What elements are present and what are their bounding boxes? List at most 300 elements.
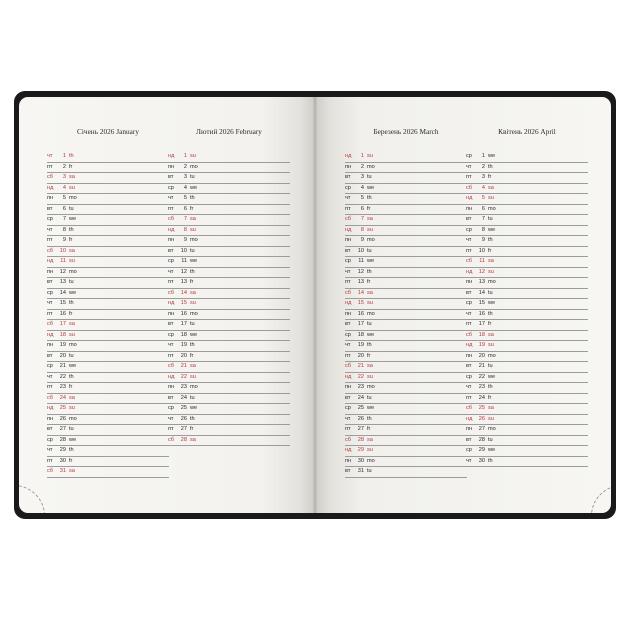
day-number: 4 xyxy=(360,184,364,191)
weekday-abbr-en: we xyxy=(488,153,496,159)
day-number: 21 xyxy=(59,363,66,369)
day-row xyxy=(345,205,467,216)
weekday-abbr-en: fr xyxy=(190,426,194,432)
day-row xyxy=(345,383,467,394)
day-number: 14 xyxy=(180,289,187,296)
day-row xyxy=(345,236,467,247)
day-row xyxy=(47,394,169,405)
day-number: 9 xyxy=(183,237,187,243)
weekday-abbr-en: fr xyxy=(367,279,371,285)
weekday-abbr-en: tu xyxy=(488,216,493,222)
weekday-abbr-ua: ср xyxy=(345,258,351,264)
weekday-abbr-ua: чт xyxy=(345,195,351,201)
weekday-abbr-ua: пн xyxy=(466,279,473,285)
weekday-abbr-en: th xyxy=(69,226,74,233)
day-number: 4 xyxy=(183,184,187,191)
weekday-abbr-en: mo xyxy=(190,237,198,243)
weekday-abbr-en: fr xyxy=(488,394,492,401)
weekday-abbr-en: su xyxy=(367,447,373,453)
day-number: 27 xyxy=(357,426,364,432)
day-row xyxy=(345,446,467,457)
day-number: 18 xyxy=(59,331,66,338)
weekday-abbr-ua: пн xyxy=(47,268,54,275)
day-row xyxy=(345,299,467,310)
day-row xyxy=(466,373,588,384)
month-title: Березень 2026 March xyxy=(373,127,439,136)
day-number: 5 xyxy=(481,195,485,201)
weekday-abbr-en: fr xyxy=(69,457,73,464)
weekday-abbr-ua: сб xyxy=(47,394,54,401)
day-number: 1 xyxy=(62,153,66,159)
day-number: 26 xyxy=(357,415,364,422)
day-number: 25 xyxy=(180,405,187,411)
weekday-abbr-en: th xyxy=(488,310,493,317)
weekday-abbr-en: fr xyxy=(190,279,194,285)
weekday-abbr-en: su xyxy=(190,300,196,306)
weekday-abbr-ua: нд xyxy=(168,300,175,306)
weekday-abbr-ua: вт xyxy=(466,289,472,296)
day-row xyxy=(168,331,290,342)
day-row xyxy=(47,236,169,247)
day-row xyxy=(345,415,467,426)
day-number: 13 xyxy=(180,279,187,285)
day-number: 6 xyxy=(360,205,364,212)
weekday-abbr-ua: ср xyxy=(47,436,53,443)
day-number: 25 xyxy=(357,405,364,411)
weekday-abbr-en: th xyxy=(367,342,372,348)
day-row xyxy=(168,341,290,352)
weekday-abbr-en: we xyxy=(69,289,77,296)
weekday-abbr-en: sa xyxy=(367,436,373,443)
weekday-abbr-ua: чт xyxy=(466,163,472,170)
weekday-abbr-ua: чт xyxy=(168,268,174,275)
weekday-abbr-ua: пт xyxy=(168,205,174,212)
weekday-abbr-ua: сб xyxy=(345,216,352,222)
weekday-abbr-en: su xyxy=(367,373,373,380)
day-number: 18 xyxy=(357,331,364,338)
day-row xyxy=(466,404,588,415)
day-number: 17 xyxy=(357,321,364,327)
weekday-abbr-ua: сб xyxy=(466,184,473,191)
day-number: 23 xyxy=(357,384,364,390)
day-row xyxy=(345,425,467,436)
weekday-abbr-ua: чт xyxy=(47,153,53,159)
day-row xyxy=(466,352,588,363)
weekday-abbr-en: mo xyxy=(488,352,496,359)
day-row xyxy=(466,415,588,426)
day-row xyxy=(168,278,290,289)
weekday-abbr-en: tu xyxy=(69,279,74,285)
weekday-abbr-ua: ср xyxy=(466,373,472,380)
day-row xyxy=(168,310,290,321)
day-row xyxy=(466,257,588,268)
day-number: 28 xyxy=(357,436,364,443)
weekday-abbr-en: th xyxy=(367,268,372,275)
weekday-abbr-ua: вт xyxy=(345,321,351,327)
day-row xyxy=(168,425,290,436)
day-row xyxy=(47,425,169,436)
day-number: 22 xyxy=(357,373,364,380)
day-number: 23 xyxy=(180,384,187,390)
weekday-abbr-ua: сб xyxy=(47,468,54,474)
day-number: 8 xyxy=(360,226,364,233)
day-number: 9 xyxy=(481,237,485,243)
weekday-abbr-ua: чт xyxy=(47,447,53,453)
day-number: 15 xyxy=(357,300,364,306)
weekday-abbr-en: fr xyxy=(190,352,194,359)
day-row xyxy=(345,310,467,321)
day-number: 17 xyxy=(180,321,187,327)
month-title: Квітень 2026 April xyxy=(498,127,556,136)
weekday-abbr-en: fr xyxy=(69,384,73,390)
weekday-abbr-en: tu xyxy=(367,468,372,474)
weekday-abbr-en: tu xyxy=(69,205,74,212)
weekday-abbr-en: su xyxy=(488,342,494,348)
weekday-abbr-ua: нд xyxy=(466,342,473,348)
weekday-abbr-ua: пт xyxy=(466,394,472,401)
weekday-abbr-ua: сб xyxy=(168,436,175,443)
day-row xyxy=(47,404,169,415)
weekday-abbr-ua: сб xyxy=(466,258,473,264)
day-number: 12 xyxy=(180,268,187,275)
day-row xyxy=(345,352,467,363)
day-number: 15 xyxy=(180,300,187,306)
weekday-abbr-ua: ср xyxy=(47,363,53,369)
weekday-abbr-en: we xyxy=(190,331,198,338)
weekday-abbr-en: sa xyxy=(488,258,494,264)
day-row xyxy=(345,163,467,174)
weekday-abbr-en: we xyxy=(367,405,375,411)
day-row xyxy=(466,194,588,205)
weekday-abbr-en: su xyxy=(488,195,494,201)
weekday-abbr-ua: пт xyxy=(466,174,472,180)
day-row xyxy=(466,215,588,226)
day-row xyxy=(168,236,290,247)
day-number: 7 xyxy=(360,216,364,222)
weekday-abbr-ua: нд xyxy=(466,268,473,275)
weekday-abbr-ua: пт xyxy=(168,426,174,432)
weekday-abbr-ua: пт xyxy=(168,279,174,285)
weekday-abbr-en: tu xyxy=(190,174,195,180)
weekday-abbr-ua: пн xyxy=(168,384,175,390)
day-row xyxy=(466,205,588,216)
weekday-abbr-en: mo xyxy=(488,426,496,432)
day-row xyxy=(47,289,169,300)
weekday-abbr-en: fr xyxy=(69,237,73,243)
day-number: 25 xyxy=(478,405,485,411)
weekday-abbr-en: th xyxy=(69,300,74,306)
weekday-abbr-ua: вт xyxy=(168,321,174,327)
weekday-abbr-en: mo xyxy=(69,415,77,422)
day-number: 27 xyxy=(478,426,485,432)
weekday-abbr-ua: ср xyxy=(47,289,53,296)
day-number: 1 xyxy=(360,153,364,159)
day-number: 18 xyxy=(478,331,485,338)
day-number: 11 xyxy=(358,258,364,264)
weekday-abbr-ua: пт xyxy=(47,310,53,317)
weekday-abbr-ua: пт xyxy=(466,321,472,327)
weekday-abbr-en: th xyxy=(367,415,372,422)
day-number: 2 xyxy=(360,163,364,170)
day-number: 11 xyxy=(60,258,66,264)
day-number: 9 xyxy=(62,237,66,243)
weekday-abbr-en: th xyxy=(488,384,493,390)
day-number: 8 xyxy=(62,226,66,233)
weekday-abbr-en: sa xyxy=(367,289,373,296)
weekday-abbr-ua: нд xyxy=(168,373,175,380)
weekday-abbr-en: mo xyxy=(367,310,375,317)
day-number: 14 xyxy=(357,289,364,296)
book-gutter xyxy=(313,97,317,513)
weekday-abbr-ua: вт xyxy=(345,468,351,474)
day-number: 10 xyxy=(180,247,187,254)
weekday-abbr-ua: пт xyxy=(47,384,53,390)
weekday-abbr-ua: нд xyxy=(345,447,352,453)
weekday-abbr-ua: сб xyxy=(168,363,175,369)
weekday-abbr-ua: ср xyxy=(466,300,472,306)
day-row xyxy=(345,320,467,331)
day-number: 16 xyxy=(478,310,485,317)
weekday-abbr-en: we xyxy=(69,436,77,443)
day-number: 10 xyxy=(478,247,485,254)
weekday-abbr-en: fr xyxy=(488,174,492,180)
weekday-abbr-en: su xyxy=(190,226,196,233)
day-number: 13 xyxy=(478,279,485,285)
weekday-abbr-ua: сб xyxy=(47,247,54,254)
day-number: 15 xyxy=(478,300,485,306)
day-number: 15 xyxy=(59,300,66,306)
weekday-abbr-en: we xyxy=(69,363,77,369)
weekday-abbr-en: sa xyxy=(488,331,494,338)
weekday-abbr-en: fr xyxy=(488,321,492,327)
day-row xyxy=(345,331,467,342)
day-row xyxy=(345,268,467,279)
weekday-abbr-en: su xyxy=(69,258,75,264)
weekday-abbr-ua: нд xyxy=(345,373,352,380)
weekday-abbr-ua: ср xyxy=(345,405,351,411)
day-row xyxy=(168,373,290,384)
weekday-abbr-ua: чт xyxy=(345,415,351,422)
weekday-abbr-en: we xyxy=(367,184,375,191)
day-row xyxy=(168,226,290,237)
day-row xyxy=(466,362,588,373)
day-row xyxy=(168,247,290,258)
day-number: 29 xyxy=(357,447,364,453)
weekday-abbr-ua: пт xyxy=(345,426,351,432)
weekday-abbr-en: tu xyxy=(488,363,493,369)
day-row xyxy=(47,299,169,310)
weekday-abbr-en: mo xyxy=(69,268,77,275)
day-number: 20 xyxy=(59,352,66,359)
day-number: 14 xyxy=(478,289,485,296)
weekday-abbr-en: sa xyxy=(190,289,196,296)
day-number: 22 xyxy=(59,373,66,380)
day-row xyxy=(168,415,290,426)
day-row xyxy=(47,436,169,447)
day-number: 23 xyxy=(478,384,485,390)
weekday-abbr-en: tu xyxy=(190,247,195,254)
weekday-abbr-en: th xyxy=(190,195,195,201)
day-number: 28 xyxy=(59,436,66,443)
weekday-abbr-en: fr xyxy=(488,247,492,254)
day-number: 22 xyxy=(478,373,485,380)
weekday-abbr-ua: вт xyxy=(47,352,53,359)
day-row xyxy=(345,289,467,300)
day-row xyxy=(345,404,467,415)
weekday-abbr-ua: пн xyxy=(345,457,352,464)
day-number: 21 xyxy=(180,363,187,369)
day-row xyxy=(345,373,467,384)
weekday-abbr-ua: чт xyxy=(47,226,53,233)
weekday-abbr-en: th xyxy=(69,373,74,380)
day-number: 24 xyxy=(180,394,187,401)
weekday-abbr-en: we xyxy=(488,447,496,453)
day-row xyxy=(47,173,169,184)
weekday-abbr-ua: ср xyxy=(47,216,53,222)
weekday-abbr-ua: чт xyxy=(466,310,472,317)
weekday-abbr-en: mo xyxy=(367,237,375,243)
weekday-abbr-ua: чт xyxy=(345,342,351,348)
day-row xyxy=(466,163,588,174)
weekday-abbr-en: mo xyxy=(367,457,375,464)
weekday-abbr-en: th xyxy=(488,163,493,170)
weekday-abbr-ua: чт xyxy=(168,195,174,201)
weekday-abbr-en: tu xyxy=(367,394,372,401)
weekday-abbr-en: fr xyxy=(190,205,194,212)
day-number: 3 xyxy=(360,174,364,180)
day-number: 6 xyxy=(481,205,485,212)
day-number: 19 xyxy=(478,342,485,348)
weekday-abbr-ua: чт xyxy=(168,415,174,422)
day-number: 29 xyxy=(59,447,66,453)
weekday-abbr-en: sa xyxy=(488,184,494,191)
day-number: 11 xyxy=(181,258,187,264)
month-title: Лютий 2026 February xyxy=(196,127,262,136)
weekday-abbr-en: tu xyxy=(488,289,493,296)
day-row xyxy=(466,299,588,310)
day-number: 5 xyxy=(62,195,66,201)
day-row xyxy=(168,257,290,268)
weekday-abbr-ua: сб xyxy=(345,289,352,296)
weekday-abbr-ua: ср xyxy=(466,153,472,159)
weekday-abbr-ua: вт xyxy=(345,394,351,401)
day-row xyxy=(168,163,290,174)
weekday-abbr-en: su xyxy=(69,331,75,338)
day-row xyxy=(168,404,290,415)
weekday-abbr-en: sa xyxy=(367,363,373,369)
weekday-abbr-en: su xyxy=(69,184,75,191)
weekday-abbr-en: fr xyxy=(367,352,371,359)
weekday-abbr-en: sa xyxy=(367,216,373,222)
day-row xyxy=(466,457,588,468)
day-row xyxy=(168,205,290,216)
day-row xyxy=(345,436,467,447)
weekday-abbr-ua: вт xyxy=(168,174,174,180)
day-row xyxy=(466,310,588,321)
weekday-abbr-ua: нд xyxy=(466,195,473,201)
day-number: 19 xyxy=(357,342,364,348)
weekday-abbr-ua: сб xyxy=(466,331,473,338)
day-number: 27 xyxy=(180,426,187,432)
day-row xyxy=(168,352,290,363)
day-row xyxy=(345,362,467,373)
weekday-abbr-en: th xyxy=(367,195,372,201)
weekday-abbr-ua: сб xyxy=(168,216,175,222)
day-number: 1 xyxy=(183,153,187,159)
day-row xyxy=(47,362,169,373)
weekday-abbr-ua: пт xyxy=(47,163,53,170)
day-row xyxy=(47,215,169,226)
day-row xyxy=(47,457,169,468)
weekday-abbr-ua: сб xyxy=(345,436,352,443)
weekday-abbr-ua: пт xyxy=(345,352,351,359)
day-number: 20 xyxy=(180,352,187,359)
day-row xyxy=(466,289,588,300)
day-row xyxy=(47,341,169,352)
day-row xyxy=(47,247,169,258)
weekday-abbr-en: th xyxy=(488,457,493,464)
day-number: 31 xyxy=(59,468,66,474)
day-row xyxy=(345,257,467,268)
weekday-abbr-ua: нд xyxy=(345,226,352,233)
weekday-abbr-en: sa xyxy=(69,394,75,401)
day-row xyxy=(466,383,588,394)
weekday-abbr-ua: вт xyxy=(47,426,53,432)
day-number: 30 xyxy=(59,457,66,464)
weekday-abbr-ua: пн xyxy=(47,195,54,201)
weekday-abbr-ua: ср xyxy=(168,258,174,264)
weekday-abbr-en: th xyxy=(69,153,74,159)
day-number: 13 xyxy=(357,279,364,285)
day-row xyxy=(47,163,169,174)
weekday-abbr-en: th xyxy=(190,342,195,348)
weekday-abbr-ua: чт xyxy=(47,373,53,380)
day-row xyxy=(47,184,169,195)
weekday-abbr-ua: чт xyxy=(47,300,53,306)
weekday-abbr-ua: чт xyxy=(168,342,174,348)
day-number: 26 xyxy=(180,415,187,422)
weekday-abbr-en: sa xyxy=(190,216,196,222)
day-number: 3 xyxy=(183,174,187,180)
weekday-abbr-ua: пт xyxy=(345,205,351,212)
weekday-abbr-en: th xyxy=(190,415,195,422)
day-number: 12 xyxy=(59,268,66,275)
weekday-abbr-en: mo xyxy=(190,310,198,317)
day-number: 18 xyxy=(180,331,187,338)
day-row xyxy=(168,394,290,405)
weekday-abbr-en: sa xyxy=(69,174,75,180)
weekday-abbr-en: su xyxy=(190,153,196,159)
weekday-abbr-ua: пн xyxy=(168,237,175,243)
day-number: 7 xyxy=(183,216,187,222)
weekday-abbr-ua: нд xyxy=(47,405,54,411)
weekday-abbr-en: fr xyxy=(69,163,73,170)
weekday-abbr-en: su xyxy=(488,268,494,275)
weekday-abbr-ua: чт xyxy=(466,384,472,390)
day-number: 2 xyxy=(481,163,485,170)
day-row xyxy=(47,467,169,478)
day-number: 3 xyxy=(62,174,66,180)
weekday-abbr-ua: нд xyxy=(47,258,54,264)
day-row xyxy=(47,331,169,342)
day-row xyxy=(345,215,467,226)
day-number: 20 xyxy=(478,352,485,359)
day-row xyxy=(466,247,588,258)
day-row xyxy=(466,278,588,289)
weekday-abbr-ua: нд xyxy=(466,415,473,422)
weekday-abbr-en: we xyxy=(69,216,77,222)
day-row xyxy=(345,152,467,163)
